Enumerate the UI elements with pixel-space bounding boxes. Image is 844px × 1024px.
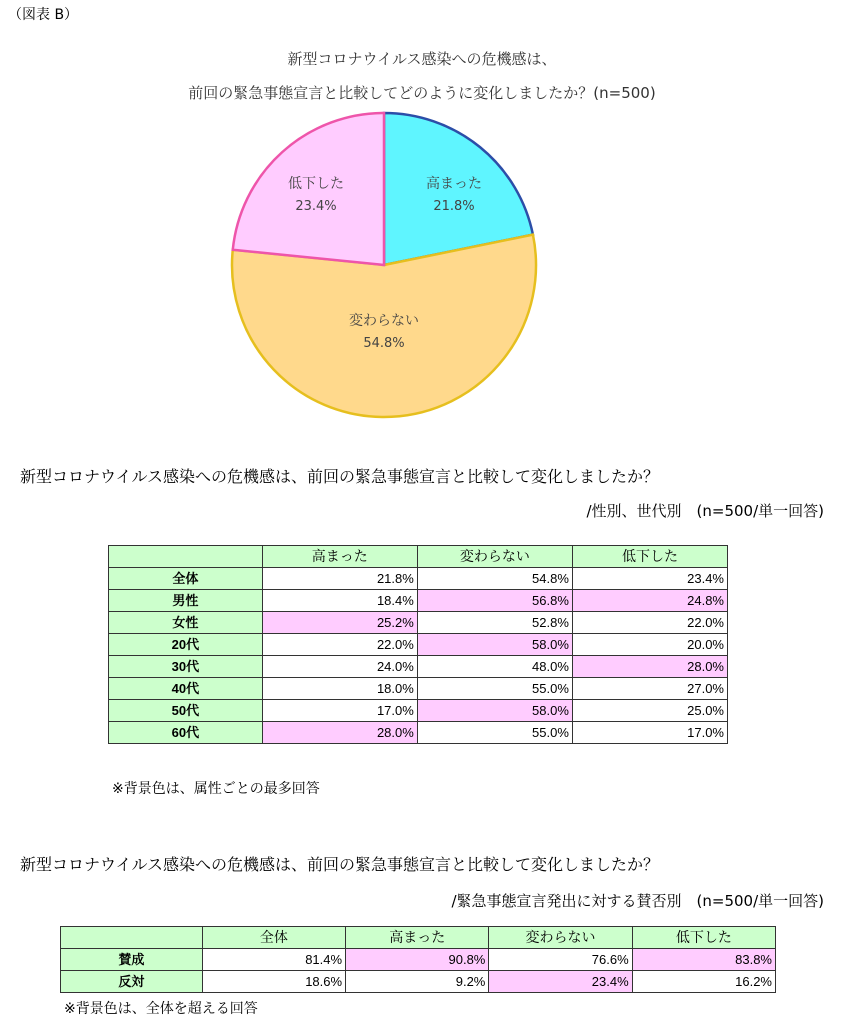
value-cell: 24.0% xyxy=(262,656,417,678)
row-label: 女性 xyxy=(109,612,263,634)
table1-note: ※背景色は、属性ごとの最多回答 xyxy=(112,781,320,797)
figure-label: （図表 B） xyxy=(8,7,79,23)
value-cell: 22.0% xyxy=(572,612,727,634)
row-label: 賛成 xyxy=(61,949,203,971)
value-cell: 17.0% xyxy=(262,700,417,722)
value-cell: 18.6% xyxy=(202,971,345,993)
row-label: 全体 xyxy=(109,568,263,590)
pie-title-line2: 前回の緊急事態宣言と比較してどのように変化しましたか？(n=500) xyxy=(188,84,656,102)
table1-title: 新型コロナウイルス感染への危機感は、前回の緊急事態宣言と比較して変化しましたか？ xyxy=(20,467,660,486)
value-cell: 18.0% xyxy=(262,678,417,700)
pie-chart xyxy=(0,0,844,430)
value-cell: 58.0% xyxy=(417,634,572,656)
row-label: 60代 xyxy=(109,722,263,744)
row-label: 40代 xyxy=(109,678,263,700)
value-cell: 17.0% xyxy=(572,722,727,744)
table-row xyxy=(109,568,728,590)
row-label: 30代 xyxy=(109,656,263,678)
value-cell: 23.4% xyxy=(489,971,632,993)
column-header: 全体 xyxy=(202,927,345,949)
value-cell: 18.4% xyxy=(262,590,417,612)
value-cell: 58.0% xyxy=(417,700,572,722)
column-header: 高まった xyxy=(262,546,417,568)
table-corner-cell xyxy=(61,927,203,949)
table-row xyxy=(109,612,728,634)
table2 xyxy=(60,926,776,993)
column-header: 低下した xyxy=(572,546,727,568)
value-cell: 48.0% xyxy=(417,656,572,678)
row-label: 反対 xyxy=(61,971,203,993)
slice-value-label: 23.4% xyxy=(295,199,337,214)
value-cell: 25.0% xyxy=(572,700,727,722)
table1-subtitle: /性別、世代別 (n=500/単一回答) xyxy=(586,502,824,520)
slice-value-label: 54.8% xyxy=(363,336,405,351)
value-cell: 83.8% xyxy=(632,949,775,971)
slice-label: 高まった xyxy=(426,176,482,192)
slice-label: 低下した xyxy=(288,176,344,192)
table2-title: 新型コロナウイルス感染への危機感は、前回の緊急事態宣言と比較して変化しましたか？ xyxy=(20,855,660,874)
table-corner-cell xyxy=(109,546,263,568)
table-row xyxy=(109,590,728,612)
value-cell: 9.2% xyxy=(346,971,489,993)
table2-note: ※背景色は、全体を超える回答 xyxy=(64,1001,258,1017)
column-header: 変わらない xyxy=(417,546,572,568)
table1 xyxy=(108,545,728,744)
table2-subtitle: /緊急事態宣言発出に対する賛否別 (n=500/単一回答) xyxy=(451,892,824,910)
table-row xyxy=(61,971,776,993)
column-header: 高まった xyxy=(346,927,489,949)
table-row xyxy=(61,949,776,971)
pie-title-line1: 新型コロナウイルス感染への危機感は、 xyxy=(287,50,557,68)
value-cell: 52.8% xyxy=(417,612,572,634)
row-label: 50代 xyxy=(109,700,263,722)
value-cell: 25.2% xyxy=(262,612,417,634)
table-row xyxy=(109,700,728,722)
row-label: 男性 xyxy=(109,590,263,612)
slice-label: 変わらない xyxy=(349,313,419,329)
slice-value-label: 21.8% xyxy=(433,199,475,214)
row-label: 20代 xyxy=(109,634,263,656)
value-cell: 76.6% xyxy=(489,949,632,971)
table-row xyxy=(109,634,728,656)
value-cell: 81.4% xyxy=(202,949,345,971)
column-header: 低下した xyxy=(632,927,775,949)
value-cell: 20.0% xyxy=(572,634,727,656)
value-cell: 24.8% xyxy=(572,590,727,612)
value-cell: 28.0% xyxy=(262,722,417,744)
value-cell: 55.0% xyxy=(417,722,572,744)
value-cell: 16.2% xyxy=(632,971,775,993)
value-cell: 55.0% xyxy=(417,678,572,700)
value-cell: 23.4% xyxy=(572,568,727,590)
table-row xyxy=(109,722,728,744)
table-row xyxy=(109,678,728,700)
value-cell: 21.8% xyxy=(262,568,417,590)
value-cell: 54.8% xyxy=(417,568,572,590)
value-cell: 28.0% xyxy=(572,656,727,678)
table-row xyxy=(109,656,728,678)
value-cell: 27.0% xyxy=(572,678,727,700)
column-header: 変わらない xyxy=(489,927,632,949)
value-cell: 90.8% xyxy=(346,949,489,971)
value-cell: 56.8% xyxy=(417,590,572,612)
value-cell: 22.0% xyxy=(262,634,417,656)
